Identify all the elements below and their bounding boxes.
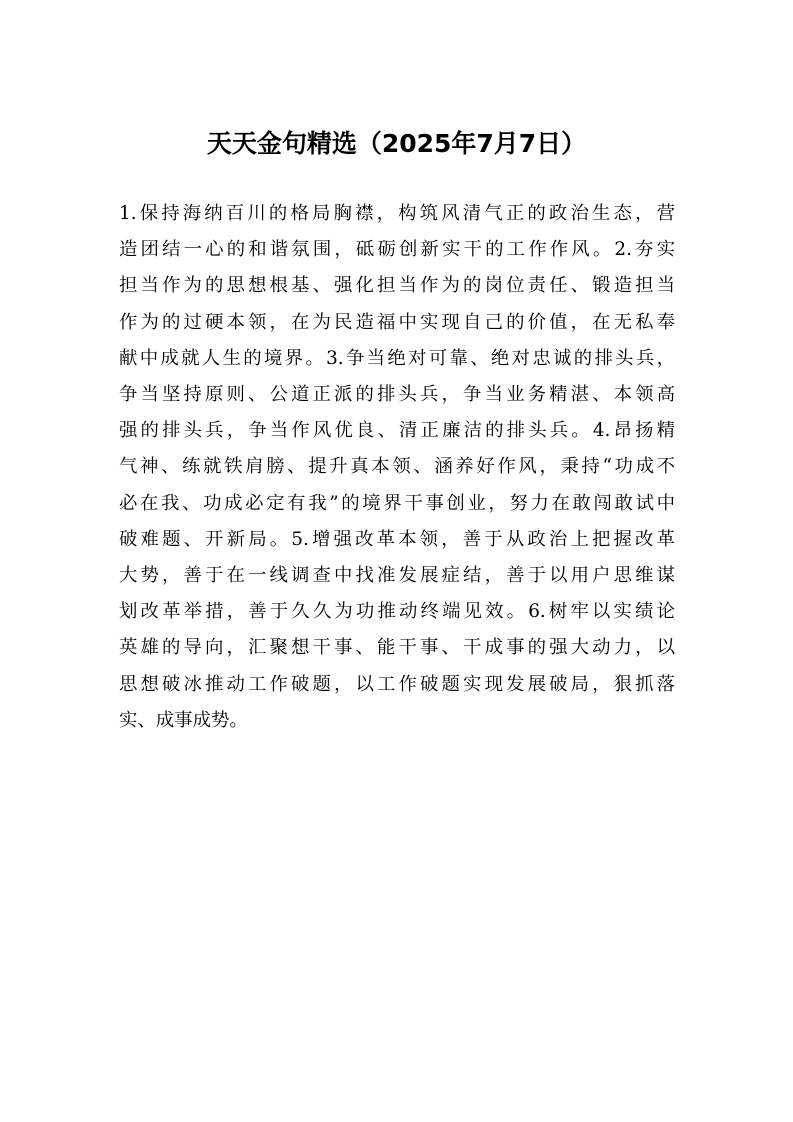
body-line: 实、成事成势。 xyxy=(119,709,248,731)
body-line: 强的排头兵，争当作风优良、清正廉洁的排头兵。4.昂扬精 xyxy=(119,420,675,442)
body-line: 献中成就人生的境界。3.争当绝对可靠、绝对忠诚的排头兵， xyxy=(119,347,675,369)
body-line: 造团结一心的和谐氛围，砥砺创新实干的工作作风。2.夯实 xyxy=(119,239,675,261)
document-title: 天天金句精选（2025年7月7日） xyxy=(206,129,587,158)
body-line: 气神、练就铁肩膀、提升真本领、涵养好作风，秉持“功成不 xyxy=(119,456,675,478)
body-line: 担当作为的思想根基、强化担当作为的岗位责任、锻造担当 xyxy=(119,275,675,297)
body-line: 作为的过硬本领，在为民造福中实现自己的价值，在无私奉 xyxy=(119,311,675,333)
body-line: 英雄的导向，汇聚想干事、能干事、干成事的强大动力，以 xyxy=(119,637,675,659)
body-line: 争当坚持原则、公道正派的排头兵，争当业务精湛、本领高 xyxy=(119,384,675,406)
body-line: 划改革举措，善于久久为功推动终端见效。6.树牢以实绩论 xyxy=(119,601,675,623)
document-body xyxy=(119,196,675,739)
body-line: 大势，善于在一线调查中找准发展症结，善于以用户思维谋 xyxy=(119,565,675,587)
body-line: 必在我、功成必定有我”的境界干事创业，努力在敢闯敢试中 xyxy=(119,492,675,514)
body-line: 1.保持海纳百川的格局胸襟，构筑风清气正的政治生态，营 xyxy=(119,203,675,224)
body-line: 破难题、开新局。5.增强改革本领，善于从政治上把握改革 xyxy=(119,528,675,550)
body-line: 思想破冰推动工作破题，以工作破题实现发展破局，狠抓落 xyxy=(119,673,675,695)
